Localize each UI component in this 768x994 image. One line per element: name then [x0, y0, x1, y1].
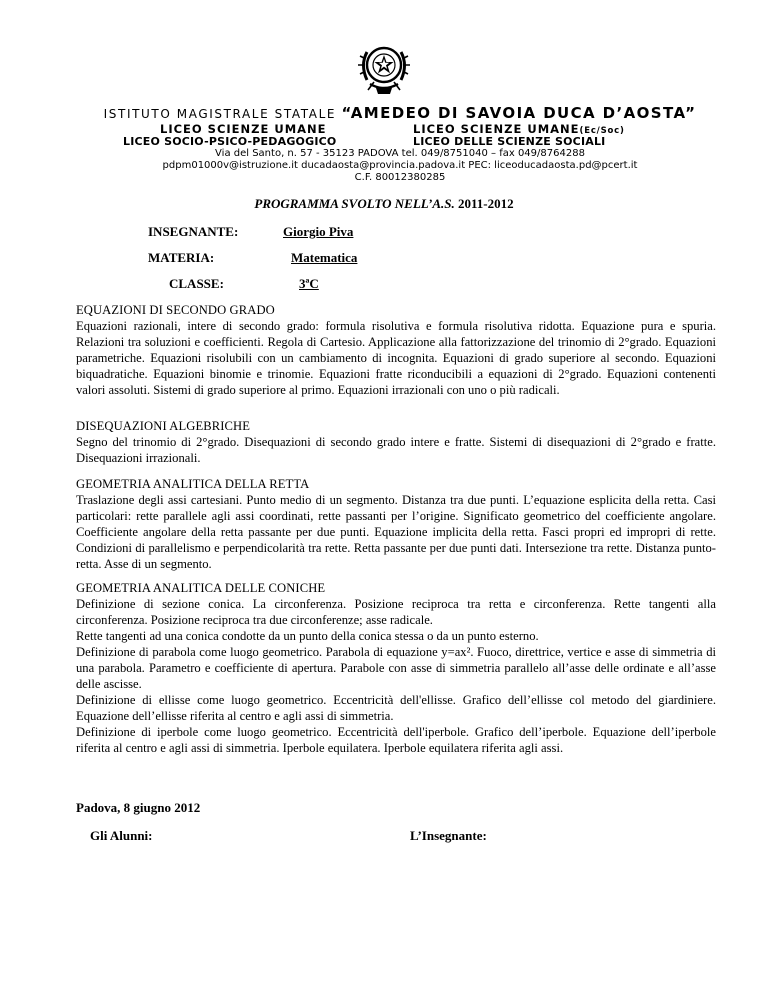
liceo-2-label: LICEO SCIENZE UMANE: [413, 122, 580, 136]
school-fiscal-code: C.F. 80012380285: [354, 172, 446, 183]
section-paragraph: Definizione di parabola come luogo geometrico. Parabola di equazione y=ax². Fuoco, direttrice, vertice e asse di simmetria di una parabola. Parametro e coefficiente di apertura. Parabole con asse di simmetria parallelo all’asse delle ordinate e all’asse delle ascisse.: [76, 645, 716, 691]
liceo-scienze-sociali: LICEO DELLE SCIENZE SOCIALI: [413, 135, 606, 148]
subject-label: MATERIA:: [148, 250, 215, 265]
institute-name: “AMEDEO DI SAVOIA DUCA D’AOSTA”: [341, 104, 697, 122]
program-title: [0, 196, 768, 212]
section-title: DISEQUAZIONI ALGEBRICHE: [76, 419, 251, 433]
teacher-name: Giorgio Piva: [283, 224, 354, 239]
section-disequazioni-algebriche: [76, 418, 716, 466]
place-date: Padova, 8 giugno 2012: [76, 800, 201, 815]
teacher-signature-label: L’Insegnante:: [410, 828, 487, 843]
class-name: 3ªC: [299, 276, 319, 291]
students-signature-label: Gli Alunni:: [90, 828, 153, 843]
section-title: GEOMETRIA ANALITICA DELLE CONICHE: [76, 581, 326, 595]
section-paragraph: Rette tangenti ad una conica condotte da un punto della conica stessa o da un punto esterno.: [76, 629, 539, 643]
liceo-scienze-umane-ec-soc: [413, 122, 625, 136]
section-body: Equazioni razionali, intere di secondo grado: formula risolutiva e formula risolutiva ridotta. Equazione pura e spuria. Relazioni tra soluzioni e coefficienti. Regola di Cartesio. Applicazione alla fattorizzazione del trinomio di 2°grado. Equazioni parametriche. Equazioni risolubili con un cambiamento di incognita. Equazioni di grado superiore al secondo. Equazioni biquadratiche. Equazioni binomie e trinomie. Equazioni fratte riconducibili a equazioni di 2°grado. Equazioni contenenti valori assoluti. Sistemi di grado superiore al primo. Equazioni irrazionali con uno o più radicali.: [76, 319, 716, 397]
institute-prefix: ISTITUTO MAGISTRALE STATALE: [103, 107, 342, 121]
liceo-scienze-umane: LICEO SCIENZE UMANE: [160, 122, 327, 136]
section-paragraph: Definizione di ellisse come luogo geometrico. Eccentricità dell'ellisse. Grafico dell’ellisse col metodo del giardiniere. Equazione dell’ellisse riferita al centro e agli assi di simmetria.: [76, 693, 716, 723]
institute-heading: [80, 104, 720, 122]
liceo-2-suffix: (Ec/Soc): [579, 126, 625, 136]
program-title-text: PROGRAMMA SVOLTO NELL’A.S.: [254, 196, 455, 211]
school-year: 2011-2012: [457, 196, 514, 211]
school-address: Via del Santo, n. 57 - 35123 PADOVA tel. 049/8751040 – fax 049/8764288: [215, 148, 585, 159]
section-title: EQUAZIONI DI SECONDO GRADO: [76, 303, 275, 317]
section-geometria-coniche: [76, 580, 716, 756]
section-title: GEOMETRIA ANALITICA DELLA RETTA: [76, 477, 310, 491]
liceo-socio-psico-pedagogico: LICEO SOCIO-PSICO-PEDAGOGICO: [123, 135, 337, 148]
section-body: Segno del trinomio di 2°grado. Disequazioni di secondo grado intere e fratte. Sistemi di disequazioni di 2°grado e fratte. Disequazioni irrazionali.: [76, 435, 716, 465]
section-equazioni-secondo-grado: [76, 302, 716, 398]
italian-republic-emblem-icon: [356, 38, 412, 96]
section-paragraph: Definizione di iperbole come luogo geometrico. Eccentricità dell'iperbole. Grafico dell’iperbole. Equazione dell’iperbole riferita al centro e agli assi di simmetria. Iperbole equilatera. Iperbole equilatera riferita agli assi.: [76, 725, 716, 755]
class-label: CLASSE:: [169, 276, 224, 291]
school-emails: pdpm01000v@istruzione.it ducadaosta@provincia.padova.it PEC: liceoducadaosta.pd@pcert.it: [162, 160, 638, 171]
section-paragraph: Definizione di sezione conica. La circonferenza. Posizione reciproca tra retta e circonferenza. Rette tangenti alla circonferenza. Posizione reciproca tra due circonferenze; asse radicale.: [76, 597, 716, 627]
subject-name: Matematica: [291, 250, 358, 265]
teacher-label: INSEGNANTE:: [148, 224, 239, 239]
section-geometria-retta: [76, 476, 716, 572]
section-body: Traslazione degli assi cartesiani. Punto medio di un segmento. Distanza tra due punti. L’equazione esplicita della retta. Casi particolari: rette parallele agli assi coordinati, rette passanti per l’origine. Significato geometrico del coefficiente angolare. Coefficiente angolare della retta passante per due punti. Equazione implicita della retta. Fasci propri ed impropri di rette. Condizioni di parallelismo e perpendicolarità tra rette. Retta passante per due punti dati. Intersezione tra rette. Distanza punto-retta. Asse di un segmento.: [76, 493, 716, 571]
